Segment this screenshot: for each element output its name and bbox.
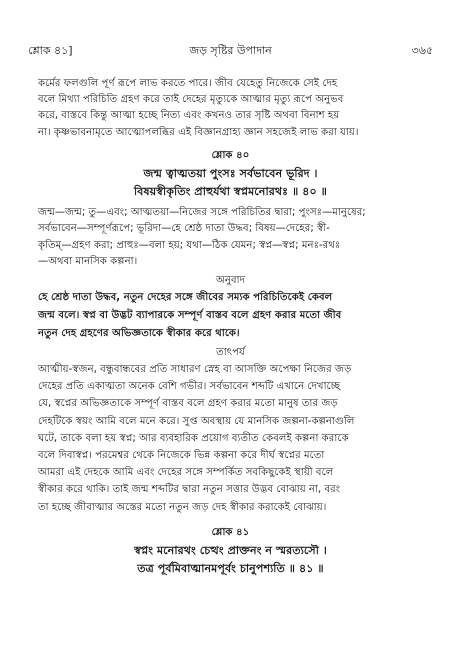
page-body xyxy=(38,76,423,579)
purport-heading: তাৎপর্য xyxy=(216,347,245,359)
word-meaning-line: কৃতিম্—গ্রহণ করা; প্রাহুঃ—বলা হয়; যথা—ঠিক যেমন; স্বপ্ন—স্বপ্ন; মনঃ-রথঃ xyxy=(38,239,341,251)
word-meaning-line: —অথবা মানসিক কল্পনা। xyxy=(38,255,138,267)
paragraph-line: না। কৃষ্ণভাবনামৃতে আত্মোপলব্ধির এই বিজ্ঞানগ্রাহ্য জ্ঞান সহজেই লাভ করা যায়। xyxy=(38,126,359,138)
verse-line: বিষয়স্বীকৃতিং প্রাহুর্যথা স্বপ্নমনোরথঃ ॥ ৪০ ॥ xyxy=(134,185,327,199)
word-meaning-line: সর্বভাবেন—সম্পূর্ণরূপে; ভূরিদা—হে শ্রেষ্ঠ দাতা উদ্ধব; বিষয়—দেহের; স্বী- xyxy=(38,223,330,235)
verse-40-text xyxy=(38,165,423,202)
translation-line: জন্ম বলে। স্বপ্ন বা উদ্ভট ব্যাপারকে সম্পূর্ণ বাস্তব বলে গ্রহণ করার মতো জীব xyxy=(38,309,342,321)
verse-40-number: শ্লোক ৪০ xyxy=(211,149,250,161)
word-meaning-line: জন্ম—জন্ম; তু—এবং; আত্মতয়া—নিজের সঙ্গে পরিচিতির দ্বারা; পুংসঃ—মানুষের; xyxy=(38,206,366,218)
word-meanings xyxy=(38,205,423,271)
purport-line: বলে দিবাস্বপ্ন। পরমেশ্বর থেকে নিজেকে ভিন্ন কল্পনা করে দীর্ঘ স্বপ্নের মতো xyxy=(38,450,325,462)
intro-paragraph xyxy=(38,76,423,141)
translation-line: হে শ্রেষ্ঠ দাতা উদ্ধব, নতুন দেহের সঙ্গে জীবের সম্যক পরিচিতিকেই কেবল xyxy=(38,292,333,304)
header-verse-ref: শ্লোক ৪১] xyxy=(28,44,73,57)
purport-line: স্বীকার করে থাকি। তাই জন্ম শব্দটির দ্বারা নতুন সত্তার উদ্ভব বোঝায় না, বরং xyxy=(38,484,341,496)
purport-line: দেহের প্রতি একাত্মতা অনেক বেশি গভীর। সর্বভাবেন শব্দটি এখানে দেখাচ্ছে xyxy=(38,381,341,393)
translation-line: নতুন দেহ গ্রহণের অভিজ্ঞতাকে স্বীকার করে থাকে। xyxy=(38,327,240,339)
purport-line: ঘটে, তাকে বলা হয় স্বপ্ন; আর ব্যবহারিক প্রয়োগ ব্যতীত কেবলই কল্পনা করাকে xyxy=(38,432,349,444)
verse-41-number: শ্লোক ৪১ xyxy=(211,526,250,538)
paragraph-line: বলে মিথ্যা পরিচিতি গ্রহণ করে তাই দেহের মৃত্যুকে আত্মার মৃত্যু রূপে অনুভব xyxy=(38,94,344,106)
verse-line: স্বপ্নং মনোরথং চেত্থং প্রাক্তনং ন স্মরত্যসৌ । xyxy=(134,543,327,557)
verse-line: জন্ম ত্বাত্মতয়া পুংসঃ সর্বভাবেন ভূরিদ । xyxy=(143,166,318,180)
purport-line: তা হচ্ছে জীবাত্মার অস্তের মতো নতুন জড় দেহ স্বীকার করাকেই বোঝায়। xyxy=(38,501,327,513)
paragraph-line: কর্মের ফলগুলি পূর্ণ রূপে লাভ করতে পারে। জীব যেহেতু নিজেকে সেই দেহ xyxy=(38,78,338,89)
purport-line: দেহটিকে স্বয়ং আমি বলে মনে করে। সুপ্ত অবস্থায় যে মানসিক জল্পনা-কল্পনাগুলি xyxy=(38,415,355,427)
verse-line: তত্র পূর্বমিবাত্মানমপূর্বং চানুপশ্যতি ॥ ৪১ ॥ xyxy=(137,562,324,576)
paragraph-line: করে, বাস্তবে কিন্তু আত্মা হচ্ছে নিত্য এবং কখনও তার সৃষ্টি অথবা বিনাশ হয় xyxy=(38,110,340,122)
page-number: ৩৬৫ xyxy=(411,44,433,57)
purport-line: যে, স্বপ্নের অভিজ্ঞতাকে সম্পূর্ণ বাস্তব বলে গ্রহণ করার মতো মানুষ তার জড় xyxy=(38,398,338,410)
purport-line: আত্মীয়-স্বজন, বন্ধুবান্ধবের প্রতি সাধারণ স্নেহ বা আসক্তি অপেক্ষা নিজের জড় xyxy=(38,364,352,376)
translation-heading: অনুবাদ xyxy=(216,275,245,287)
header-chapter-title: জড় সৃষ্টির উপাদান xyxy=(189,44,272,57)
verse-41-text xyxy=(38,542,423,579)
purport-line: আমরা এই দেহকে আমি এবং দেহের সঙ্গে সম্পর্কিত সবকিছুকেই স্থায়ী বলে xyxy=(38,467,334,479)
translation-text xyxy=(38,289,423,342)
purport-text xyxy=(38,361,423,516)
